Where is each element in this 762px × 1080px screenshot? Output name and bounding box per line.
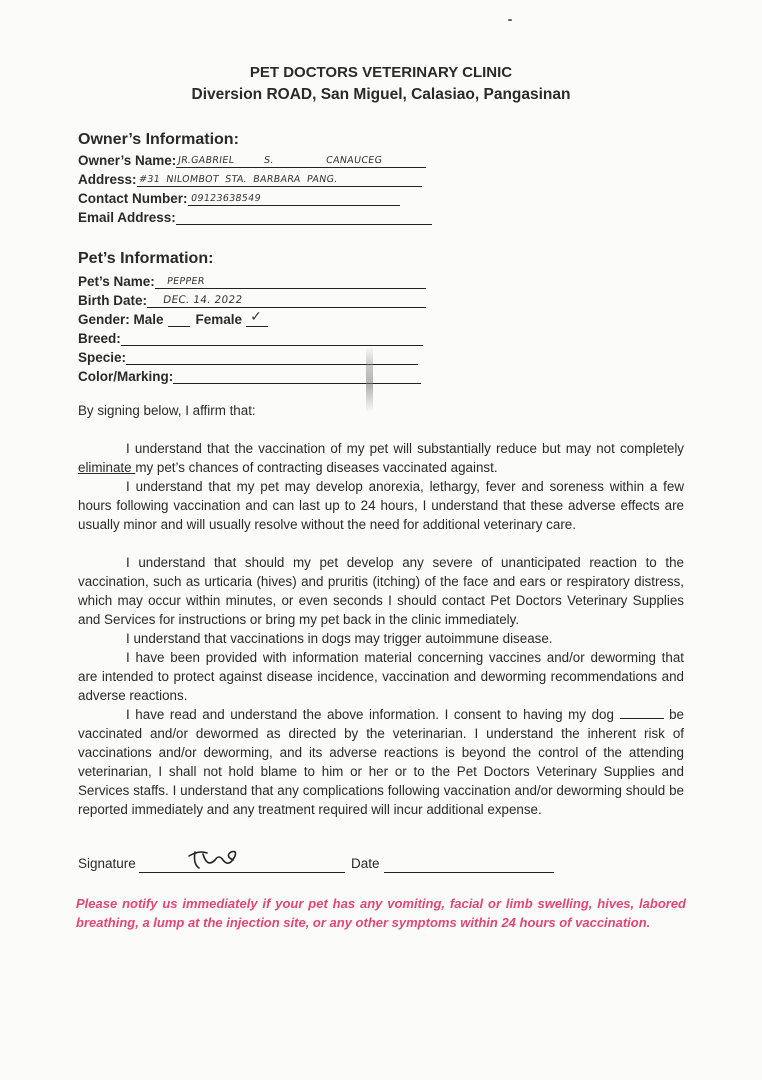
gender-female-field[interactable] bbox=[246, 310, 268, 327]
paragraph-side-effects: I understand that my pet may develop anorexia, lethargy, fever and soreness within a few hours following vaccination and can last up to 24 hours, I understand that these adverse effects are usually minor and will usually resolve without the need for additional veterinary care. bbox=[78, 479, 684, 532]
gender-female-label: Female bbox=[195, 312, 243, 327]
owner-section-heading: Owner’s Information: bbox=[78, 131, 239, 148]
pet-name-field[interactable] bbox=[155, 272, 426, 289]
paragraph-consent bbox=[78, 705, 684, 819]
female-check-mark: ✓ bbox=[250, 309, 263, 325]
owner-email-field[interactable] bbox=[176, 208, 432, 225]
owner-email-row bbox=[78, 207, 432, 225]
clinic-name: PET DOCTORS VETERINARY CLINIC bbox=[249, 64, 513, 81]
pet-section-heading: Pet’s Information: bbox=[78, 250, 214, 267]
owner-contact-label: Contact Number: bbox=[78, 191, 188, 206]
signature-label: Signature bbox=[78, 856, 136, 871]
paragraph-vaccination-effectiveness bbox=[78, 439, 684, 477]
gender-male-field[interactable] bbox=[168, 310, 190, 327]
paragraph-autoimmune: I understand that vaccinations in dogs may trigger autoimmune disease. bbox=[126, 631, 553, 646]
pet-birthdate-field[interactable] bbox=[147, 291, 426, 308]
pet-color-label: Color/Marking: bbox=[78, 369, 174, 384]
owner-address-row bbox=[78, 169, 422, 187]
owner-address-label: Address: bbox=[78, 172, 137, 187]
owner-middle-initial-value: S. bbox=[263, 155, 275, 166]
p1-underlined-word: eliminate bbox=[78, 460, 136, 475]
gender-male-label: Gender: Male bbox=[78, 312, 164, 327]
owner-contact-field[interactable] bbox=[188, 189, 400, 206]
pet-name-value: PEPPER bbox=[166, 276, 206, 287]
p1-text-b: my pet’s chances of contracting diseases vaccinated against. bbox=[135, 460, 498, 475]
owner-name-field[interactable] bbox=[176, 151, 426, 168]
signature-field[interactable] bbox=[139, 858, 345, 873]
dog-name-blank[interactable] bbox=[620, 706, 664, 719]
owner-name-label: Owner’s Name: bbox=[78, 153, 177, 168]
owner-contact-value: 09123638549 bbox=[189, 193, 262, 204]
pet-birthdate-value: DEC. 14. 2022 bbox=[162, 294, 244, 306]
owner-address-field[interactable] bbox=[137, 170, 422, 187]
pet-birthdate-label: Birth Date: bbox=[78, 293, 148, 308]
pet-name-label: Pet’s Name: bbox=[78, 274, 155, 289]
date-label: Date bbox=[351, 856, 380, 871]
pet-name-row bbox=[78, 271, 426, 289]
pet-specie-label: Specie: bbox=[78, 350, 127, 365]
owner-email-label: Email Address: bbox=[78, 210, 176, 225]
clinic-address: Diversion ROAD, San Miguel, Calasiao, Pangasinan bbox=[191, 86, 571, 103]
owner-first-name-value: JR.GABRIEL bbox=[177, 155, 236, 166]
pet-breed-label: Breed: bbox=[78, 331, 121, 346]
pet-specie-field[interactable] bbox=[126, 348, 418, 365]
p1-text-a: I understand that the vaccination of my pet will substantially reduce but may not completely bbox=[126, 441, 684, 456]
post-vaccination-notice: Please notify us immediately if your pet has any vomiting, facial or limb swelling, hives, labored breathing, a lump at the injection site, or any other symptoms within 24 hours of vaccination. bbox=[76, 896, 686, 930]
paragraph-information-material: I have been provided with information material concerning vaccines and/or deworming that are intended to protect against disease incidence, vaccination and deworming recommendations and adverse reactions. bbox=[78, 650, 684, 703]
signature-scribble bbox=[185, 846, 265, 872]
pet-color-field[interactable] bbox=[173, 367, 421, 384]
affirmation-intro: By signing below, I affirm that: bbox=[78, 403, 256, 418]
owner-name-row bbox=[78, 150, 426, 168]
owner-contact-row bbox=[78, 188, 400, 206]
date-field[interactable] bbox=[384, 858, 554, 873]
pet-gender-row bbox=[78, 309, 268, 327]
paragraph-severe-reactions: I understand that should my pet develop any severe of unanticipated reaction to the vaccination, such as urticaria (hives) and pruritis (itching) of the face and ears or respiratory distress, which may occur within minutes, or even seconds I should contact Pet Doctors Veterinary Supplies and Services for instructions or bring my pet back in the clinic immediately. bbox=[78, 555, 684, 627]
p6-text-a: I have read and understand the above information. I consent to having my dog bbox=[126, 707, 620, 722]
p6-text-b: be vaccinated and/or dewormed as directed by the veterinarian. I understand the inherent risk of vaccinations and/or deworming, and its adverse reactions is beyond the control of the attending veterinarian, I shall not hold blame to him or her or to the Pet Doctors Veterinary Supplies and Services staffs. I understand that any complications following vaccination and/or deworming should be reported immediately and any treatment required will incur additional expense. bbox=[78, 707, 684, 817]
paper-speck bbox=[508, 19, 512, 21]
owner-address-value: #31 NILOMBOT STA. BARBARA PANG. bbox=[137, 174, 338, 185]
pet-breed-row bbox=[78, 328, 423, 346]
pet-birthdate-row bbox=[78, 290, 426, 308]
pet-breed-field[interactable] bbox=[121, 329, 423, 346]
owner-last-name-value: CANAUCEG bbox=[325, 155, 384, 166]
